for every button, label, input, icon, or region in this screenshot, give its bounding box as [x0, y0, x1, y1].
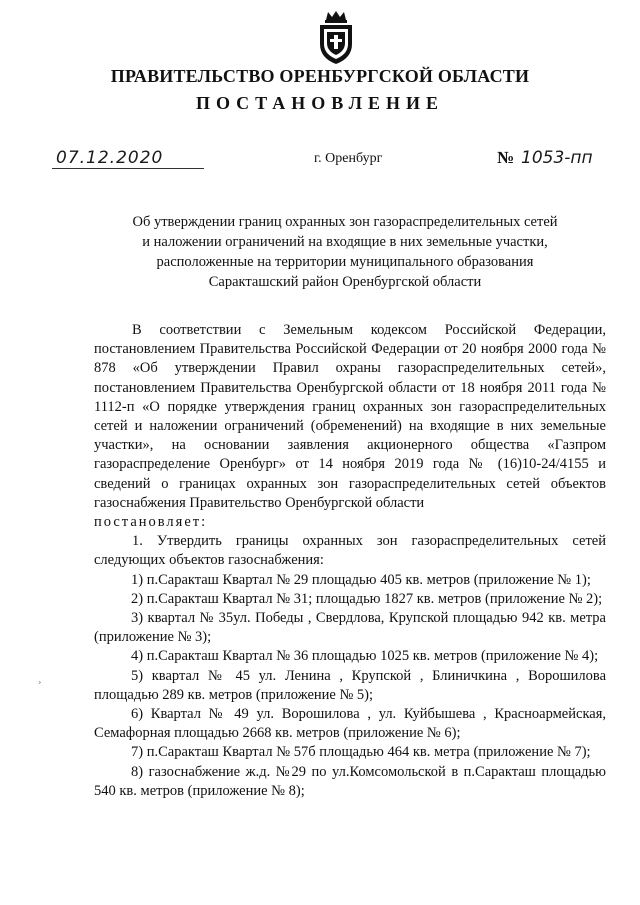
number-sign: №: [497, 148, 515, 167]
list-item: 7) п.Саракташ Квартал № 57б площадью 464 кв. метра (приложение № 7);: [131, 744, 591, 761]
decree-word: постановляет:: [94, 514, 208, 531]
list-item: 4) п.Саракташ Квартал № 36 площадью 1025 кв. метров (приложение № 4);: [131, 648, 599, 665]
date-underline: [52, 168, 204, 169]
preamble-paragraph: В соответствии с Земельным кодексом Российской Федерации, постановлением Правительства Российской Федерации от 20 ноября 2000 года № 878 «Об утверждении Правил охраны газораспределительных сетей», постановлением Правительства Оренбургской области от 18 ноября 2011 года № 1112-п «О порядке утверждения границ охранных зон газораспределительных сетей и наложении ограничений (обременений) на входящие в них земельные участки», на основании заявления акционерного общества «Газпром газораспределение Оренбург» от 14 ноября 2019 года № (16)10-24/4155 и сведений о границах охранных зон газораспределительных сетей объектов газоснабжения Правительство Оренбургской области: [94, 322, 606, 511]
coat-of-arms-icon: [314, 10, 358, 66]
subject-line: и наложении ограничений на входящие в них земельные участки,: [142, 234, 548, 250]
list-item: 5) квартал № 45 ул. Ленина , Крупской , Блиничкина , Ворошилова площадью 289 кв. метров (приложение № 5);: [94, 667, 606, 703]
list-item: 6) Квартал № 49 ул. Ворошилова , ул. Куйбышева , Красноармейская, Семафорная площадью 2668 кв. метров (приложение № 6);: [94, 706, 606, 742]
document-city: г. Оренбург: [314, 151, 383, 166]
subject-line: Саракташский район Оренбургской области: [208, 274, 482, 290]
doc-type: ПОСТАНОВЛЕНИЕ: [195, 93, 445, 113]
document-subject: [60, 212, 630, 292]
org-title: ПРАВИТЕЛЬСТВО ОРЕНБУРГСКОЙ ОБЛАСТИ: [110, 66, 530, 86]
clause-1: 1. Утвердить границы охранных зон газораспределительных сетей следующих объектов газоснабжения:: [94, 533, 606, 569]
subject-line: Об утверждении границ охранных зон газораспределительных сетей: [132, 214, 558, 230]
list-item: 8) газоснабжение ж.д. №29 по ул.Комсомольской в п.Саракташ площадью 540 кв. метров (приложение № 8);: [94, 763, 606, 799]
list-item: 1) п.Саракташ Квартал № 29 площадью 405 кв. метров (приложение № 1);: [131, 571, 591, 588]
document-number: 1053-пп: [521, 148, 593, 168]
scan-mark: ¸: [38, 673, 42, 684]
list-item: 3) квартал № 35ул. Победы , Свердлова, Крупской площадью 942 кв. метра (приложение № 3);: [94, 610, 606, 646]
subject-line: расположенные на территории муниципального образования: [156, 254, 534, 270]
document-body: [94, 321, 606, 801]
document-date: 07.12.2020: [56, 148, 164, 168]
list-item: 2) п.Саракташ Квартал № 31; площадью 1827 кв. метров (приложение № 2);: [131, 590, 603, 607]
